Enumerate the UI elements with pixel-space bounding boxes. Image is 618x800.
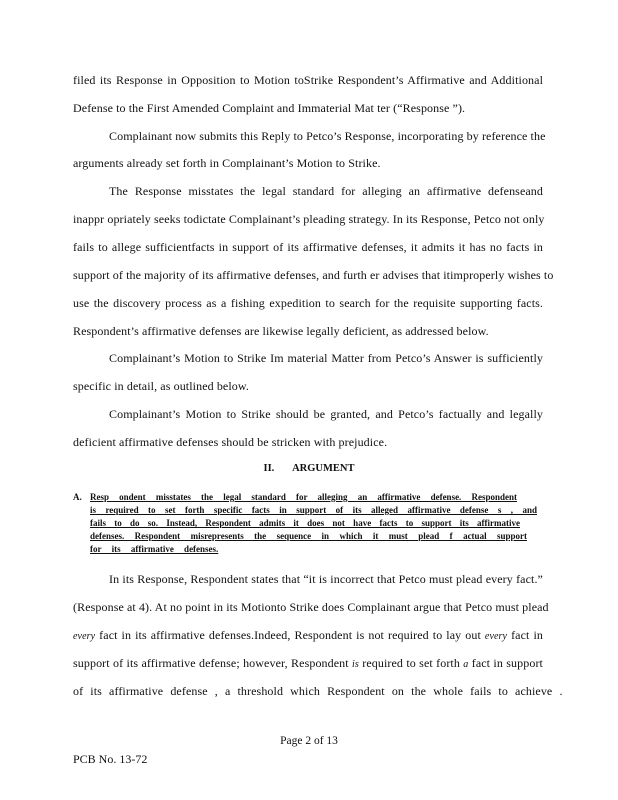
body-line: In its Response, Respondent states that “it is incorrect that Petco must plead every fact.”	[109, 572, 543, 586]
body-line: Complainant’s Motion to Strike should be granted, and Petco’s factually and legally	[109, 407, 543, 421]
body-line: filed its Response in Opposition to Motion toStrike Respondent’s Affirmative and Additional	[73, 73, 543, 87]
section-heading	[0, 463, 618, 474]
body-line: specific in detail, as outlined below.	[73, 379, 249, 393]
body-text: fact in	[511, 628, 543, 642]
body-line: The Response misstates the legal standard for alleging an affirmative defenseand	[109, 184, 543, 198]
body-line: deficient affirmative defenses should be stricken with prejudice.	[73, 435, 388, 449]
subheading-line: fails to do so. Instead, Respondent admits it does not have facts to support its affirmative	[90, 518, 520, 528]
body-text: required to set forth	[362, 656, 460, 670]
emphasis-text: is	[352, 659, 359, 670]
body-line: fails to allege sufficientfacts in support of its affirmative defenses, it admits it has no facts in	[73, 240, 543, 254]
body-line: use the discovery process as a fishing expedition to search for the requisite supporting facts.	[73, 296, 543, 310]
subheading-letter: A.	[73, 492, 82, 502]
subheading-line: defenses. Respondent misrepresents the sequence in which it must plead f actual support	[90, 531, 527, 541]
body-line: of its affirmative defense , a threshold which Respondent on the whole fails to achieve .	[73, 684, 563, 698]
subheading-line: Resp ondent misstates the legal standard for alleging an affirmative defense. Respondent	[90, 492, 517, 502]
body-text: fact in its affirmative defenses.Indeed, Respondent is not required to lay out	[99, 628, 481, 642]
body-line: Respondent’s affirmative defenses are likewise legally deficient, as addressed below.	[73, 324, 489, 338]
body-line: Complainant’s Motion to Strike Im material Matter from Petco’s Answer is sufficiently	[109, 351, 543, 365]
body-text: support of its affirmative defense; however, Respondent	[73, 656, 349, 670]
body-line: (Response at 4). At no point in its Motionto Strike does Complainant argue that Petco must plead	[73, 600, 549, 614]
emphasis-text: every	[484, 631, 508, 642]
section-title: ARGUMENT	[292, 463, 355, 474]
body-line	[73, 628, 543, 643]
body-line: Complainant now submits this Reply to Petco’s Response, incorporating by reference the	[109, 129, 546, 143]
body-line	[73, 656, 543, 671]
case-number: PCB No. 13-72	[73, 752, 148, 766]
subheading-line: for its affirmative defenses.	[90, 544, 219, 554]
body-text: fact in support	[471, 656, 543, 670]
body-line: inappr opriately seeks todictate Complainant’s pleading strategy. In its Response, Petco not only	[73, 212, 545, 226]
body-line: support of the majority of its affirmative defenses, and furth er advises that itimproperly wishes to	[73, 268, 554, 282]
subheading-line: is required to set forth specific facts in support of its alleged affirmative defense s , and	[90, 505, 537, 515]
emphasis-text: every	[73, 631, 96, 642]
section-number: II.	[263, 463, 275, 474]
emphasis-text: a	[463, 659, 469, 670]
body-line: arguments already set forth in Complainant’s Motion to Strike.	[73, 156, 381, 170]
page-number: Page 2 of 13	[280, 735, 338, 747]
body-line: Defense to the First Amended Complaint and Immaterial Mat ter (“Response ”).	[73, 101, 466, 115]
